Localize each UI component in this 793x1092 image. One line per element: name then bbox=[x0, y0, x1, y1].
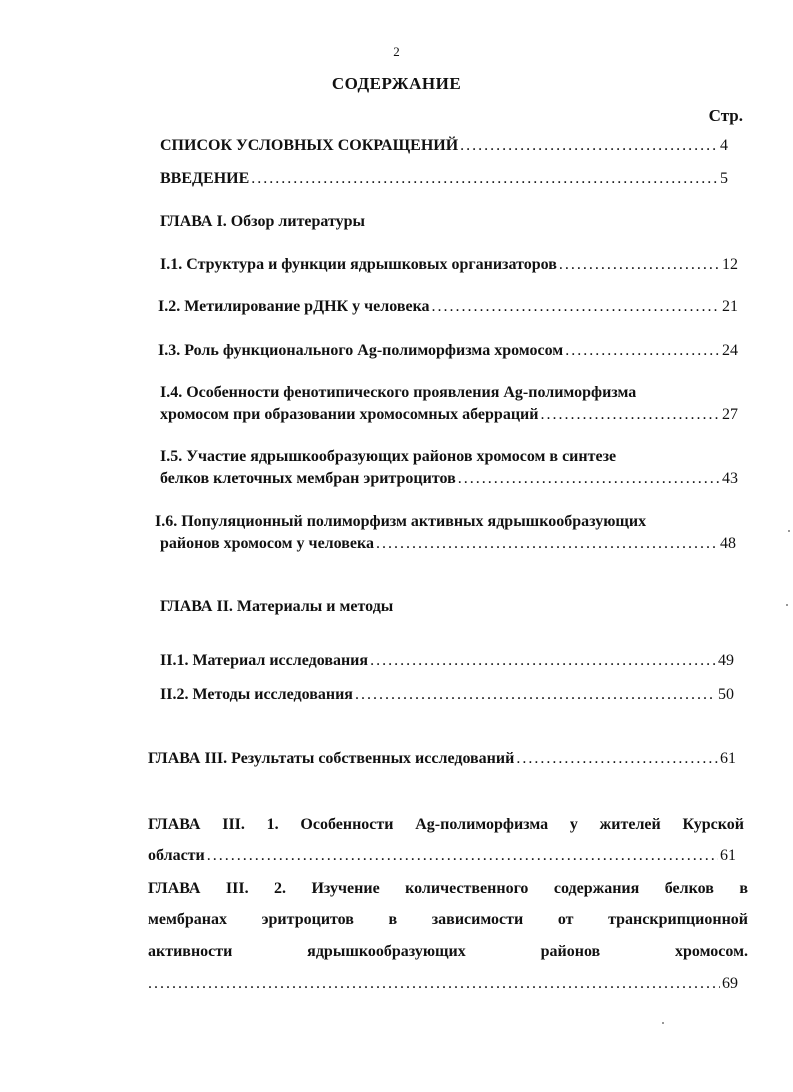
toc-entry-page: 24 bbox=[722, 342, 738, 359]
word: Особенности bbox=[300, 816, 394, 833]
toc-entry-label: II.1. Материал исследования bbox=[160, 652, 369, 669]
toc-entry-1-6-line1[interactable]: I.6. Популяционный полиморфизм активных ядрышкообразующих bbox=[155, 513, 647, 530]
word: активности bbox=[148, 943, 233, 960]
toc-entry-label: ГЛАВА III. Результаты собственных исследований bbox=[148, 750, 515, 767]
word: в bbox=[739, 880, 748, 897]
word: III. bbox=[222, 816, 245, 833]
toc-entry-2-2[interactable] bbox=[160, 686, 734, 704]
page-number: 2 bbox=[393, 44, 400, 59]
word: районов bbox=[540, 943, 601, 960]
toc-entry-3-2-line3[interactable] bbox=[148, 943, 748, 961]
toc-entry-1-2[interactable] bbox=[158, 298, 738, 316]
dot-leader bbox=[565, 342, 720, 360]
dot-leader bbox=[460, 137, 718, 155]
word: жителей bbox=[599, 816, 661, 833]
dot-leader bbox=[355, 686, 716, 704]
toc-entry-page: 48 bbox=[720, 535, 736, 552]
toc-entry-page: 61 bbox=[720, 750, 736, 767]
word: Изучение bbox=[311, 880, 380, 897]
toc-entry-label: I.2. Метилирование рДНК у человека bbox=[158, 298, 430, 315]
dot-leader bbox=[432, 298, 720, 316]
toc-entry-label: области bbox=[148, 847, 205, 864]
dot-leader bbox=[370, 652, 716, 670]
toc-entry-label: II.2. Методы исследования bbox=[160, 686, 353, 703]
toc-entry-2-1[interactable] bbox=[160, 652, 734, 670]
toc-entry-3-2-line1[interactable] bbox=[148, 880, 748, 898]
dot-leader bbox=[559, 256, 720, 274]
toc-entry-label: районов хромосом у человека bbox=[160, 535, 374, 552]
toc-entry-label: хромосом при образовании хромосомных аберраций bbox=[160, 406, 539, 423]
word: Курской bbox=[682, 816, 744, 833]
word: ядрышкообразующих bbox=[307, 943, 466, 960]
toc-entry-1-4-line1[interactable]: I.4. Особенности фенотипического проявления Ag-полиморфизма bbox=[160, 384, 637, 401]
toc-entry-page: 5 bbox=[720, 170, 728, 187]
toc-entry-page: 50 bbox=[718, 686, 734, 703]
word: III. bbox=[225, 880, 249, 897]
toc-entry-1-5[interactable] bbox=[160, 470, 738, 488]
toc-entry-label: СПИСОК УСЛОВНЫХ СОКРАЩЕНИЙ bbox=[160, 137, 459, 154]
toc-entry-page: 69 bbox=[722, 975, 738, 992]
chapter-1-heading: ГЛАВА I. Обзор литературы bbox=[160, 213, 366, 230]
dot-leader bbox=[376, 535, 718, 553]
word: транскрипционной bbox=[608, 911, 748, 928]
toc-entry-abbreviations[interactable] bbox=[160, 137, 728, 155]
word: Ag-полиморфизма bbox=[415, 816, 549, 833]
dot-leader bbox=[251, 170, 718, 188]
page-title: СОДЕРЖАНИЕ bbox=[331, 74, 462, 93]
word: 2. bbox=[274, 880, 287, 897]
word: в bbox=[388, 911, 398, 928]
toc-entry-page: 4 bbox=[720, 137, 728, 154]
toc-entry-1-5-line1[interactable]: I.5. Участие ядрышкообразующих районов хромосом в синтезе bbox=[160, 448, 617, 465]
toc-entry-page: 43 bbox=[722, 470, 738, 487]
toc-entry-label: I.1. Структура и функции ядрышковых организаторов bbox=[160, 256, 557, 273]
page-column-label: Стр. bbox=[708, 106, 743, 125]
dot-leader bbox=[207, 847, 718, 865]
toc-entry-1-1[interactable] bbox=[160, 256, 738, 274]
dot-leader bbox=[458, 470, 720, 488]
word: от bbox=[557, 911, 574, 928]
dot-leader bbox=[540, 406, 720, 424]
toc-entry-page: 21 bbox=[722, 298, 738, 315]
toc-entry-3-1-line1[interactable] bbox=[148, 816, 744, 834]
word: ГЛАВА bbox=[148, 880, 201, 897]
toc-entry-label: ВВЕДЕНИЕ bbox=[160, 170, 250, 187]
word: мембранах bbox=[148, 911, 228, 928]
toc-entry-page: 49 bbox=[718, 652, 734, 669]
word: содержания bbox=[553, 880, 640, 897]
word: количественного bbox=[405, 880, 529, 897]
word: ГЛАВА bbox=[148, 816, 201, 833]
scan-speck bbox=[788, 530, 790, 532]
dot-leader bbox=[516, 750, 718, 768]
toc-entry-page: 61 bbox=[720, 847, 736, 864]
toc-entry-3-1[interactable] bbox=[148, 847, 736, 865]
toc-entry-label: белков клеточных мембран эритроцитов bbox=[160, 470, 456, 487]
toc-entry-label: I.3. Роль функционального Ag-полиморфизма хромосом bbox=[158, 342, 564, 359]
toc-entry-page: 27 bbox=[722, 406, 738, 423]
scan-speck bbox=[662, 1022, 664, 1024]
toc-entry-chapter-3[interactable] bbox=[148, 750, 736, 768]
toc-entry-page: 12 bbox=[722, 256, 738, 273]
word: эритроцитов bbox=[261, 911, 354, 928]
toc-entry-1-4[interactable] bbox=[160, 406, 738, 424]
toc-entry-introduction[interactable] bbox=[160, 170, 728, 188]
toc-entry-3-2-line2[interactable] bbox=[148, 911, 748, 929]
toc-entry-1-3[interactable] bbox=[158, 342, 738, 360]
word: зависимости bbox=[431, 911, 524, 928]
word: у bbox=[569, 816, 578, 833]
chapter-2-heading: ГЛАВА II. Материалы и методы bbox=[160, 598, 394, 615]
word: белков bbox=[664, 880, 714, 897]
scan-speck bbox=[786, 604, 788, 606]
toc-entry-1-6[interactable] bbox=[160, 535, 736, 553]
toc-entry-3-2[interactable] bbox=[148, 975, 738, 993]
dot-leader bbox=[148, 975, 720, 993]
word: хромосом. bbox=[675, 943, 748, 960]
word: 1. bbox=[266, 816, 279, 833]
